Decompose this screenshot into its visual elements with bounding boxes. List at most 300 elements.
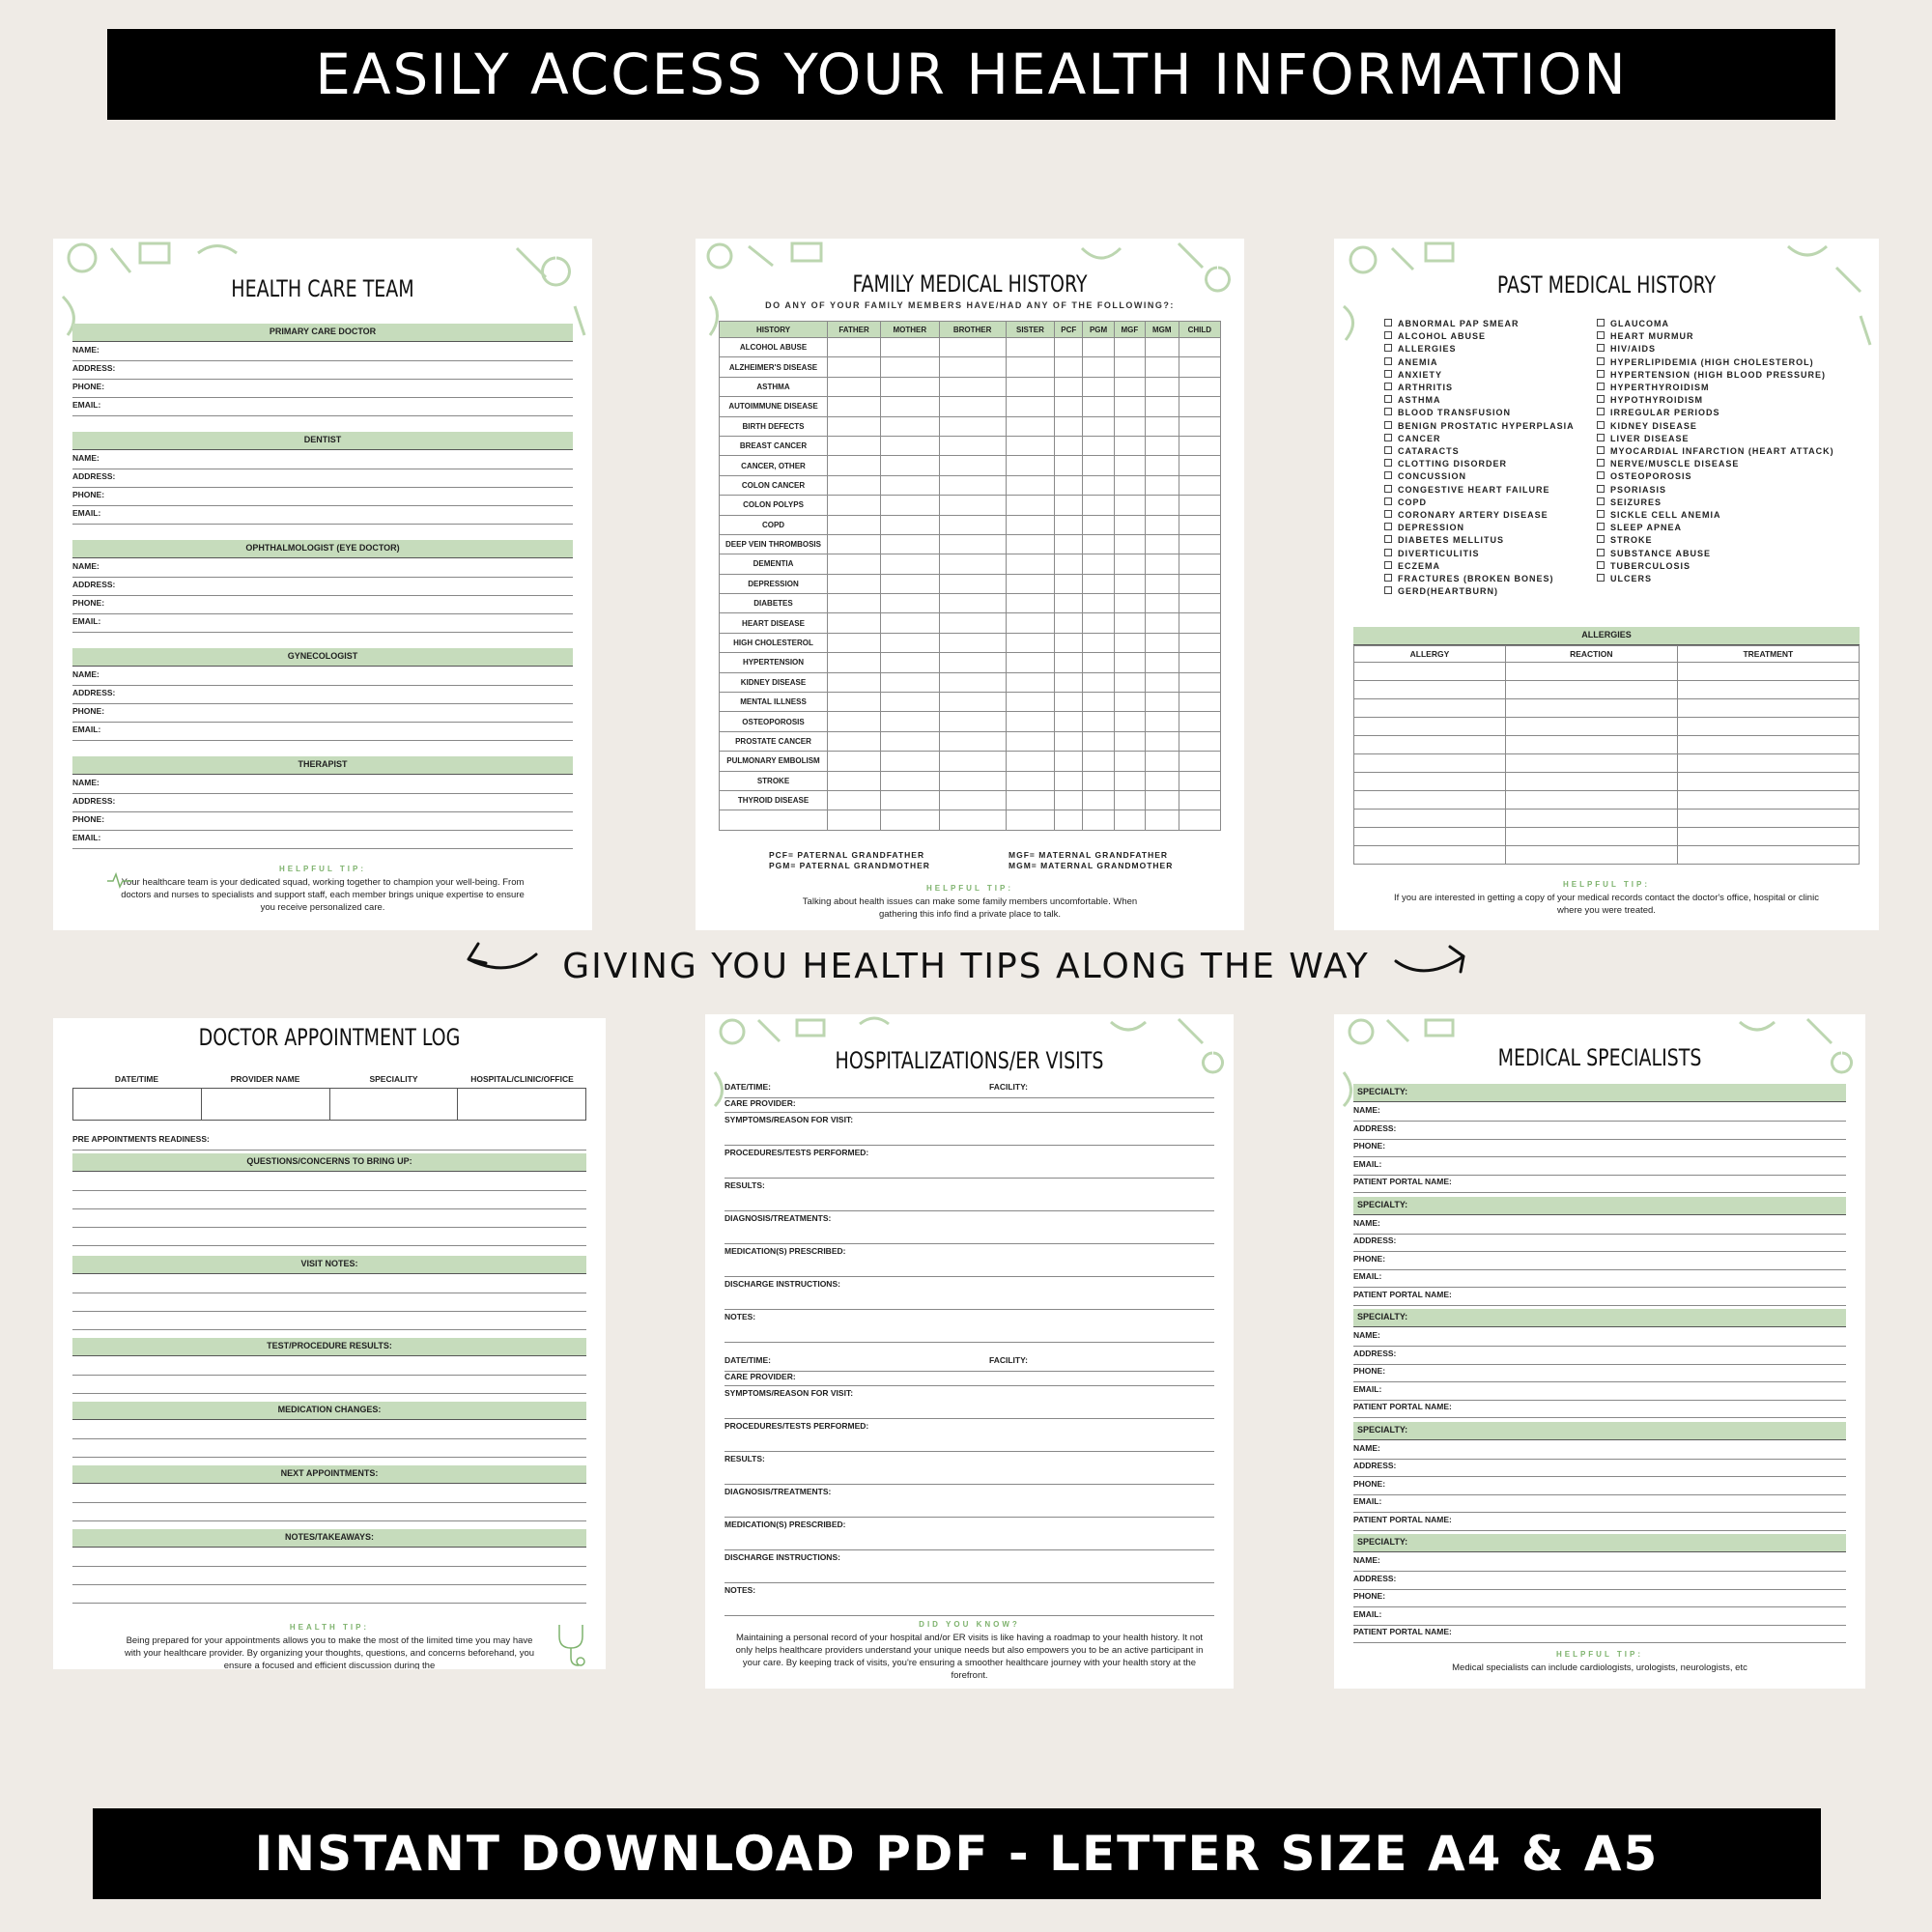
table-cell[interactable] xyxy=(939,810,1006,830)
table-cell[interactable] xyxy=(881,790,940,810)
table-cell[interactable] xyxy=(939,672,1006,692)
table-cell[interactable] xyxy=(939,456,1006,475)
table-cell[interactable] xyxy=(828,436,881,455)
table-cell[interactable] xyxy=(1006,790,1055,810)
table-cell[interactable] xyxy=(1006,613,1055,633)
table-cell[interactable] xyxy=(1114,338,1145,357)
checklist-item[interactable]: DEPRESSION xyxy=(1384,522,1575,534)
field-row[interactable]: CARE PROVIDER: xyxy=(724,1096,1214,1113)
checklist-item[interactable]: ECZEMA xyxy=(1384,560,1575,573)
checklist-item[interactable]: SLEEP APNEA xyxy=(1597,522,1834,534)
table-cell[interactable] xyxy=(1006,633,1055,652)
field-row[interactable]: PHONE: xyxy=(72,380,573,398)
table-cell[interactable] xyxy=(828,357,881,377)
table-cell[interactable] xyxy=(1006,731,1055,751)
table-cell[interactable] xyxy=(1145,771,1179,790)
field-row[interactable]: PATIENT PORTAL NAME: xyxy=(1353,1513,1846,1531)
field-row[interactable]: MEDICATION(S) PRESCRIBED: xyxy=(724,1518,1214,1550)
note-line[interactable] xyxy=(72,1191,586,1209)
table-cell[interactable] xyxy=(1055,633,1083,652)
checklist-item[interactable]: ASTHMA xyxy=(1384,394,1575,407)
field-row[interactable]: ADDRESS: xyxy=(1353,1347,1846,1365)
table-cell[interactable] xyxy=(1354,736,1506,754)
table-cell[interactable] xyxy=(1145,436,1179,455)
table-cell[interactable] xyxy=(1114,693,1145,712)
table-cell[interactable] xyxy=(1006,554,1055,574)
table-cell[interactable] xyxy=(1179,633,1220,652)
table-cell[interactable] xyxy=(1055,436,1083,455)
table-cell[interactable] xyxy=(1145,357,1179,377)
table-cell[interactable] xyxy=(1006,357,1055,377)
table-cell[interactable] xyxy=(1083,496,1115,515)
note-line[interactable] xyxy=(72,1209,586,1228)
table-cell[interactable] xyxy=(1179,416,1220,436)
field-row[interactable]: PROCEDURES/TESTS PERFORMED: xyxy=(724,1419,1214,1452)
table-cell[interactable] xyxy=(1083,436,1115,455)
table-cell[interactable] xyxy=(1179,377,1220,396)
table-cell[interactable] xyxy=(1354,754,1506,773)
table-cell[interactable] xyxy=(881,377,940,396)
field-row[interactable]: DIAGNOSIS/TREATMENTS: xyxy=(724,1485,1214,1518)
table-cell[interactable] xyxy=(1006,397,1055,416)
checklist-item[interactable]: IRREGULAR PERIODS xyxy=(1597,407,1834,419)
table-cell[interactable] xyxy=(828,338,881,357)
table-cell[interactable] xyxy=(1006,456,1055,475)
table-cell[interactable] xyxy=(1145,752,1179,771)
table-cell[interactable] xyxy=(1083,377,1115,396)
field-row[interactable]: ADDRESS: xyxy=(1353,1234,1846,1252)
checklist-item[interactable]: HYPERTENSION (HIGH BLOOD PRESSURE) xyxy=(1597,369,1834,382)
field-row[interactable]: ADDRESS: xyxy=(72,578,573,596)
table-cell[interactable] xyxy=(1006,496,1055,515)
table-cell[interactable] xyxy=(939,416,1006,436)
table-cell[interactable] xyxy=(1179,771,1220,790)
table-cell[interactable] xyxy=(1114,633,1145,652)
table-cell[interactable] xyxy=(828,771,881,790)
checklist-item[interactable]: GERD(HEARTBURN) xyxy=(1384,585,1575,598)
table-cell[interactable] xyxy=(881,752,940,771)
table-cell[interactable] xyxy=(1006,771,1055,790)
table-cell[interactable] xyxy=(1055,613,1083,633)
table-cell[interactable] xyxy=(1179,515,1220,534)
table-cell[interactable] xyxy=(1055,712,1083,731)
field-row[interactable]: PHONE: xyxy=(72,488,573,506)
table-cell[interactable] xyxy=(881,515,940,534)
table-cell[interactable] xyxy=(1006,672,1055,692)
checklist-item[interactable]: HEART MURMUR xyxy=(1597,330,1834,343)
table-cell[interactable] xyxy=(828,693,881,712)
table-cell[interactable] xyxy=(939,377,1006,396)
table-cell[interactable] xyxy=(939,515,1006,534)
table-cell[interactable] xyxy=(1145,731,1179,751)
table-cell[interactable] xyxy=(1677,773,1859,791)
table-cell[interactable] xyxy=(1114,475,1145,495)
table-cell[interactable] xyxy=(1145,790,1179,810)
checklist-item[interactable]: BLOOD TRANSFUSION xyxy=(1384,407,1575,419)
field-row[interactable]: ADDRESS: xyxy=(1353,1459,1846,1477)
checklist-item[interactable]: MYOCARDIAL INFARCTION (HEART ATTACK) xyxy=(1597,445,1834,458)
field-row[interactable]: EMAIL: xyxy=(1353,1269,1846,1288)
table-cell[interactable] xyxy=(1083,752,1115,771)
table-cell[interactable] xyxy=(1354,846,1506,865)
table-cell[interactable] xyxy=(881,338,940,357)
table-cell[interactable] xyxy=(1179,653,1220,672)
table-cell[interactable] xyxy=(1083,357,1115,377)
checklist-item[interactable]: HYPOTHYROIDISM xyxy=(1597,394,1834,407)
checklist-item[interactable]: HYPERTHYROIDISM xyxy=(1597,382,1834,394)
table-cell[interactable] xyxy=(1114,436,1145,455)
field-row[interactable]: ADDRESS: xyxy=(72,361,573,380)
table-cell[interactable] xyxy=(881,693,940,712)
table-cell[interactable] xyxy=(1114,397,1145,416)
table-cell[interactable] xyxy=(1505,736,1677,754)
table-cell[interactable] xyxy=(828,496,881,515)
table-cell[interactable] xyxy=(1114,731,1145,751)
table-cell[interactable] xyxy=(1179,475,1220,495)
table-cell[interactable] xyxy=(881,534,940,554)
table-cell[interactable] xyxy=(1114,752,1145,771)
field-row[interactable]: PHONE: xyxy=(1353,1364,1846,1382)
table-cell[interactable] xyxy=(1145,554,1179,574)
table-cell[interactable] xyxy=(1114,574,1145,593)
table-cell[interactable] xyxy=(939,436,1006,455)
table-cell[interactable] xyxy=(1145,377,1179,396)
table-cell[interactable] xyxy=(1083,554,1115,574)
table-cell[interactable] xyxy=(1055,456,1083,475)
table-cell[interactable] xyxy=(1145,475,1179,495)
table-cell[interactable] xyxy=(1083,633,1115,652)
field-row[interactable]: NAME: xyxy=(72,451,573,469)
note-line[interactable] xyxy=(72,1548,586,1567)
table-cell[interactable] xyxy=(1354,791,1506,810)
table-cell[interactable] xyxy=(1145,416,1179,436)
table-cell[interactable] xyxy=(881,397,940,416)
table-cell[interactable] xyxy=(1006,594,1055,613)
table-cell[interactable] xyxy=(1114,416,1145,436)
table-cell[interactable] xyxy=(1179,357,1220,377)
checklist-item[interactable]: DIABETES MELLITUS xyxy=(1384,534,1575,547)
note-line[interactable] xyxy=(72,1485,586,1503)
table-cell[interactable] xyxy=(1354,699,1506,718)
table-cell[interactable] xyxy=(1055,397,1083,416)
table-cell[interactable] xyxy=(1179,436,1220,455)
table-cell[interactable] xyxy=(1677,828,1859,846)
checklist-item[interactable]: NERVE/MUSCLE DISEASE xyxy=(1597,458,1834,470)
table-cell[interactable] xyxy=(828,377,881,396)
table-cell[interactable] xyxy=(1114,377,1145,396)
field-row[interactable]: PHONE: xyxy=(1353,1589,1846,1607)
field-row[interactable]: EMAIL: xyxy=(1353,1382,1846,1401)
field-row[interactable]: DISCHARGE INSTRUCTIONS: xyxy=(724,1550,1214,1583)
table-cell[interactable] xyxy=(1677,699,1859,718)
table-cell[interactable] xyxy=(1083,790,1115,810)
table-cell[interactable] xyxy=(1179,672,1220,692)
table-cell[interactable] xyxy=(881,475,940,495)
table-cell[interactable] xyxy=(1055,534,1083,554)
table-cell[interactable] xyxy=(881,594,940,613)
note-line[interactable] xyxy=(72,1228,586,1246)
table-cell[interactable] xyxy=(881,731,940,751)
field-row[interactable]: PROCEDURES/TESTS PERFORMED: xyxy=(724,1146,1214,1179)
checklist-item[interactable]: PSORIASIS xyxy=(1597,484,1834,497)
table-cell[interactable] xyxy=(1114,357,1145,377)
table-cell[interactable] xyxy=(1677,791,1859,810)
table-cell[interactable] xyxy=(1083,416,1115,436)
table-cell[interactable] xyxy=(1114,515,1145,534)
table-cell[interactable] xyxy=(881,771,940,790)
table-cell[interactable] xyxy=(1055,693,1083,712)
checklist-item[interactable]: BENIGN PROSTATIC HYPERPLASIA xyxy=(1384,420,1575,433)
field-row[interactable]: NAME: xyxy=(1353,1441,1846,1460)
table-cell[interactable] xyxy=(881,554,940,574)
table-cell[interactable] xyxy=(1114,810,1145,830)
table-cell[interactable] xyxy=(828,515,881,534)
table-cell[interactable] xyxy=(1055,357,1083,377)
field-row[interactable]: SYMPTOMS/REASON FOR VISIT: xyxy=(724,1113,1214,1146)
field-row[interactable]: EMAIL: xyxy=(72,614,573,633)
table-cell[interactable] xyxy=(1083,693,1115,712)
table-cell[interactable] xyxy=(1055,515,1083,534)
table-cell[interactable] xyxy=(1006,377,1055,396)
field-row[interactable]: EMAIL: xyxy=(1353,1157,1846,1176)
note-line[interactable] xyxy=(72,1585,586,1604)
table-cell[interactable] xyxy=(1145,712,1179,731)
field-row[interactable]: NAME: xyxy=(1353,1216,1846,1235)
table-cell[interactable] xyxy=(828,574,881,593)
field-row[interactable]: ADDRESS: xyxy=(72,794,573,812)
table-cell[interactable] xyxy=(1083,475,1115,495)
field-row[interactable]: EMAIL: xyxy=(72,506,573,525)
table-cell[interactable] xyxy=(1055,338,1083,357)
field-row[interactable]: ADDRESS: xyxy=(1353,1122,1846,1140)
note-line[interactable] xyxy=(72,1312,586,1330)
table-cell[interactable] xyxy=(828,633,881,652)
table-cell[interactable] xyxy=(1055,496,1083,515)
table-cell[interactable] xyxy=(881,653,940,672)
field-row[interactable]: PHONE: xyxy=(1353,1252,1846,1270)
table-cell[interactable] xyxy=(939,712,1006,731)
table-cell[interactable] xyxy=(1505,791,1677,810)
table-cell[interactable] xyxy=(1505,754,1677,773)
checklist-item[interactable]: CANCER xyxy=(1384,433,1575,445)
checklist-item[interactable]: HIV/AIDS xyxy=(1597,343,1834,355)
table-cell[interactable] xyxy=(1083,771,1115,790)
checklist-item[interactable]: CONCUSSION xyxy=(1384,470,1575,483)
table-cell[interactable] xyxy=(1354,681,1506,699)
table-cell[interactable] xyxy=(828,613,881,633)
field-row[interactable]: NAME: xyxy=(72,668,573,686)
table-cell[interactable] xyxy=(1083,594,1115,613)
note-line[interactable] xyxy=(72,1357,586,1376)
table-cell[interactable] xyxy=(1055,416,1083,436)
table-cell[interactable] xyxy=(1179,731,1220,751)
table-cell[interactable] xyxy=(1114,790,1145,810)
field-row[interactable]: PHONE: xyxy=(72,812,573,831)
field-row[interactable]: DIAGNOSIS/TREATMENTS: xyxy=(724,1211,1214,1244)
table-cell[interactable] xyxy=(1114,534,1145,554)
field-row[interactable]: EMAIL: xyxy=(72,831,573,849)
table-cell[interactable] xyxy=(881,574,940,593)
table-cell[interactable] xyxy=(939,397,1006,416)
field-row[interactable]: EMAIL: xyxy=(1353,1607,1846,1626)
table-cell[interactable] xyxy=(1083,731,1115,751)
field-row[interactable]: DISCHARGE INSTRUCTIONS: xyxy=(724,1277,1214,1310)
table-cell[interactable] xyxy=(1179,752,1220,771)
table-cell[interactable] xyxy=(1145,574,1179,593)
checklist-item[interactable]: ALLERGIES xyxy=(1384,343,1575,355)
table-cell[interactable] xyxy=(1006,338,1055,357)
table-cell[interactable] xyxy=(1505,681,1677,699)
table-cell[interactable] xyxy=(1677,810,1859,828)
table-cell[interactable] xyxy=(1055,731,1083,751)
table-cell[interactable] xyxy=(1505,663,1677,681)
table-cell[interactable] xyxy=(1055,475,1083,495)
checklist-item[interactable]: ANXIETY xyxy=(1384,369,1575,382)
table-cell[interactable] xyxy=(939,594,1006,613)
field-row[interactable]: RESULTS: xyxy=(724,1179,1214,1211)
checklist-item[interactable]: ULCERS xyxy=(1597,573,1834,585)
table-cell[interactable] xyxy=(881,672,940,692)
table-cell[interactable] xyxy=(881,712,940,731)
checklist-item[interactable]: KIDNEY DISEASE xyxy=(1597,420,1834,433)
table-cell[interactable] xyxy=(1179,594,1220,613)
table-cell[interactable] xyxy=(1145,338,1179,357)
field-row[interactable]: PATIENT PORTAL NAME: xyxy=(1353,1288,1846,1306)
table-cell[interactable] xyxy=(828,653,881,672)
checklist-item[interactable]: COPD xyxy=(1384,497,1575,509)
checklist-item[interactable]: OSTEOPOROSIS xyxy=(1597,470,1834,483)
table-cell[interactable] xyxy=(1505,810,1677,828)
table-cell[interactable] xyxy=(1055,377,1083,396)
table-cell[interactable] xyxy=(939,496,1006,515)
checklist-item[interactable]: ARTHRITIS xyxy=(1384,382,1575,394)
table-cell[interactable] xyxy=(828,416,881,436)
table-cell[interactable] xyxy=(1006,416,1055,436)
table-cell[interactable] xyxy=(1505,699,1677,718)
table-cell[interactable] xyxy=(1083,515,1115,534)
table-cell[interactable] xyxy=(1083,653,1115,672)
table-cell[interactable] xyxy=(1006,534,1055,554)
table-cell[interactable] xyxy=(1179,534,1220,554)
table-cell[interactable] xyxy=(1505,846,1677,865)
table-cell[interactable] xyxy=(1083,574,1115,593)
table-cell[interactable] xyxy=(1055,594,1083,613)
table-cell[interactable] xyxy=(828,554,881,574)
checklist-item[interactable]: CORONARY ARTERY DISEASE xyxy=(1384,509,1575,522)
field-row[interactable]: SYMPTOMS/REASON FOR VISIT: xyxy=(724,1386,1214,1419)
table-cell[interactable] xyxy=(828,752,881,771)
field-row[interactable]: ADDRESS: xyxy=(1353,1572,1846,1590)
table-cell[interactable] xyxy=(1145,693,1179,712)
table-cell[interactable] xyxy=(939,613,1006,633)
table-cell[interactable] xyxy=(1179,496,1220,515)
table-cell[interactable] xyxy=(1114,613,1145,633)
table-cell[interactable] xyxy=(939,653,1006,672)
field-row[interactable]: MEDICATION(S) PRESCRIBED: xyxy=(724,1244,1214,1277)
checklist-item[interactable]: ANEMIA xyxy=(1384,356,1575,369)
table-cell[interactable] xyxy=(939,475,1006,495)
table-cell[interactable] xyxy=(1354,810,1506,828)
table-cell[interactable] xyxy=(1179,693,1220,712)
table-cell[interactable] xyxy=(1145,456,1179,475)
table-cell[interactable] xyxy=(1114,672,1145,692)
checklist-item[interactable]: DIVERTICULITIS xyxy=(1384,548,1575,560)
table-cell[interactable] xyxy=(1179,456,1220,475)
table-cell[interactable] xyxy=(1083,338,1115,357)
checklist-item[interactable]: CATARACTS xyxy=(1384,445,1575,458)
table-cell[interactable] xyxy=(1006,810,1055,830)
table-cell[interactable] xyxy=(1055,653,1083,672)
table-cell[interactable] xyxy=(828,810,881,830)
table-cell[interactable] xyxy=(828,475,881,495)
table-cell[interactable] xyxy=(1006,475,1055,495)
field-row[interactable]: PHONE: xyxy=(1353,1477,1846,1495)
table-cell[interactable] xyxy=(1055,790,1083,810)
table-cell[interactable] xyxy=(1677,736,1859,754)
table-cell[interactable] xyxy=(1114,712,1145,731)
table-cell[interactable] xyxy=(1083,613,1115,633)
table-cell[interactable] xyxy=(1179,338,1220,357)
table-cell[interactable] xyxy=(1083,712,1115,731)
field-row[interactable]: PATIENT PORTAL NAME: xyxy=(1353,1175,1846,1193)
table-cell[interactable] xyxy=(1179,790,1220,810)
table-cell[interactable] xyxy=(828,397,881,416)
table-cell[interactable] xyxy=(1114,653,1145,672)
field-row[interactable]: PHONE: xyxy=(72,704,573,723)
table-cell[interactable] xyxy=(828,594,881,613)
table-cell[interactable] xyxy=(1145,810,1179,830)
table-cell[interactable] xyxy=(1354,773,1506,791)
table-cell[interactable] xyxy=(1677,681,1859,699)
table-cell[interactable] xyxy=(1083,534,1115,554)
field-row[interactable]: EMAIL: xyxy=(72,398,573,416)
checklist-item[interactable]: SICKLE CELL ANEMIA xyxy=(1597,509,1834,522)
checklist-item[interactable]: STROKE xyxy=(1597,534,1834,547)
table-cell[interactable] xyxy=(881,416,940,436)
table-cell[interactable] xyxy=(1083,397,1115,416)
table-cell[interactable] xyxy=(1505,773,1677,791)
table-cell[interactable] xyxy=(1145,633,1179,652)
table-cell[interactable] xyxy=(1114,594,1145,613)
table-cell[interactable] xyxy=(939,534,1006,554)
table-cell[interactable] xyxy=(1354,718,1506,736)
table-cell[interactable] xyxy=(881,357,940,377)
table-cell[interactable] xyxy=(1114,456,1145,475)
note-line[interactable] xyxy=(72,1275,586,1293)
table-cell[interactable] xyxy=(881,496,940,515)
checklist-item[interactable]: SEIZURES xyxy=(1597,497,1834,509)
table-cell[interactable] xyxy=(1354,663,1506,681)
field-row[interactable]: PHONE: xyxy=(72,596,573,614)
table-cell[interactable] xyxy=(1179,810,1220,830)
table-cell[interactable] xyxy=(939,731,1006,751)
table-cell[interactable] xyxy=(939,693,1006,712)
table-cell[interactable] xyxy=(828,456,881,475)
note-line[interactable] xyxy=(72,1376,586,1394)
field-row[interactable]: PHONE: xyxy=(1353,1139,1846,1157)
field-row[interactable]: NAME: xyxy=(72,559,573,578)
checklist-item[interactable]: ABNORMAL PAP SMEAR xyxy=(1384,318,1575,330)
field-row[interactable]: NAME: xyxy=(72,343,573,361)
table-cell[interactable] xyxy=(1006,574,1055,593)
note-line[interactable] xyxy=(72,1293,586,1312)
table-cell[interactable] xyxy=(1179,574,1220,593)
field-row[interactable]: NAME: xyxy=(1353,1328,1846,1347)
table-cell[interactable] xyxy=(1083,456,1115,475)
table-cell[interactable] xyxy=(881,436,940,455)
table-cell[interactable] xyxy=(1055,574,1083,593)
table-cell[interactable] xyxy=(1179,712,1220,731)
